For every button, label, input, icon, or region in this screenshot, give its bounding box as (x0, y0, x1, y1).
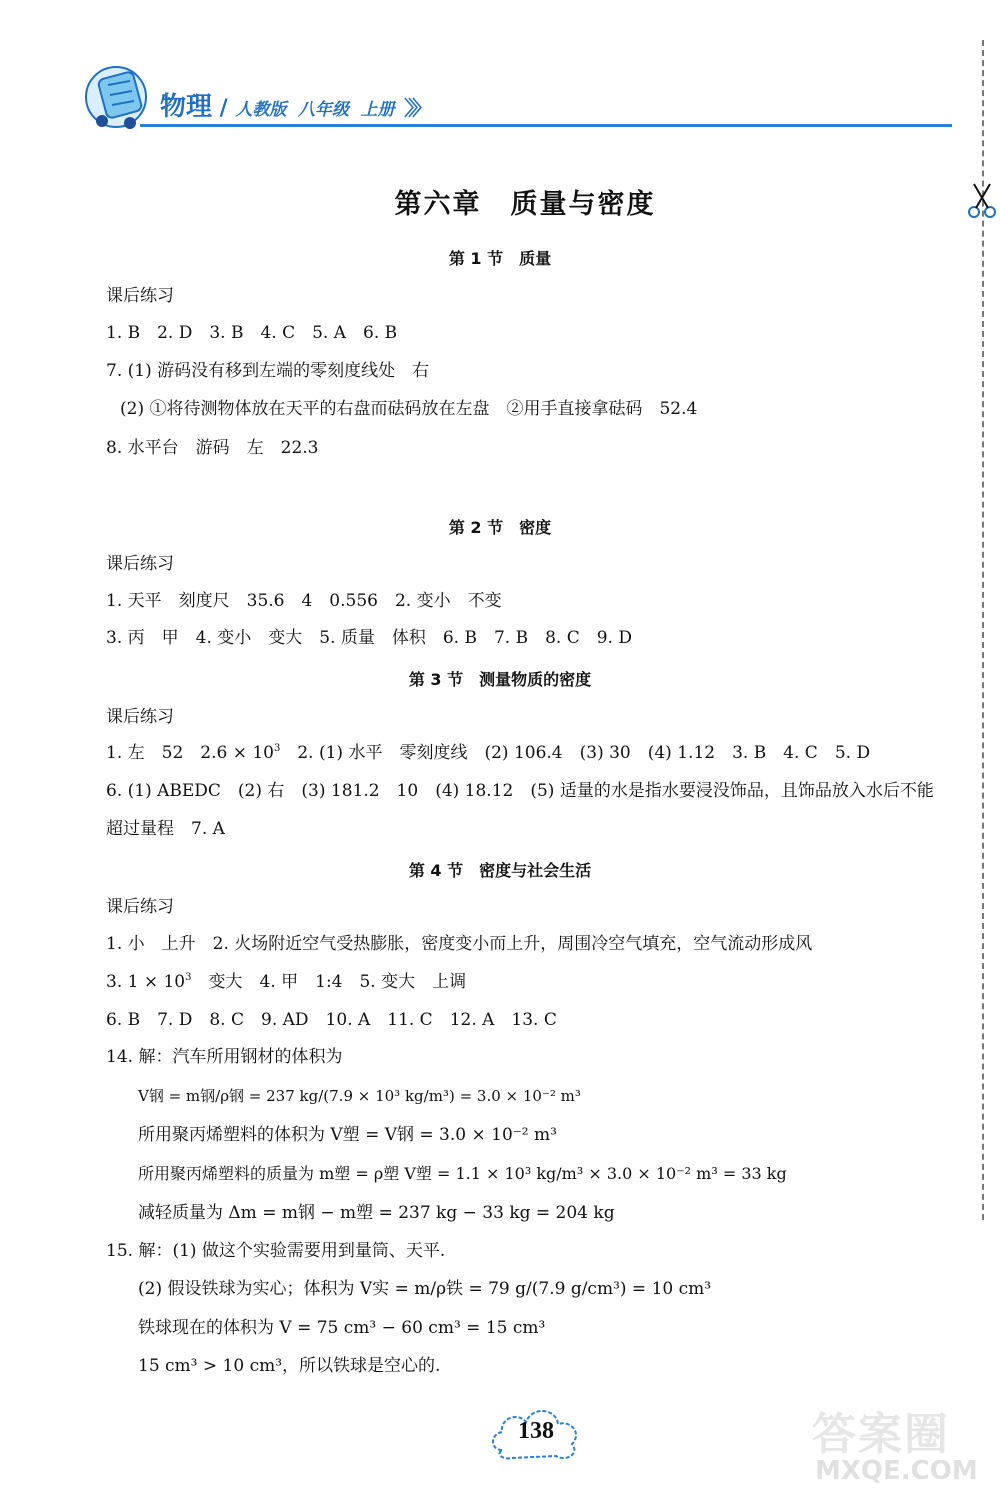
exercise-label: 课后练习 (106, 897, 174, 917)
s4-line-6: 所用聚丙烯塑料的体积为 V塑 = V钢 = 3.0 × 10⁻² m³ (138, 1125, 557, 1145)
header-volume: 上册 (360, 100, 395, 120)
s4-line-4: 14. 解：汽车所用钢材的体积为 (106, 1047, 343, 1067)
s4-line-3: 6. B 7. D 8. C 9. AD 10. A 11. C 12. A 13. C (106, 1010, 557, 1030)
section-title-1: 第 1 节 质量 (448, 249, 552, 268)
s4-line-12: 15 cm³ > 10 cm³，所以铁球是空心的. (138, 1356, 441, 1376)
s4-line-2-exp: 3 (185, 972, 192, 983)
s4-line-7: 所用聚丙烯塑料的质量为 m塑 = ρ塑 V塑 = 1.1 × 10³ kg/m³ × 3.0 × 10⁻² m³ = 33 kg (138, 1164, 787, 1183)
s3-line-3: 超过量程 7. A (106, 819, 225, 839)
section-title-2: 第 2 节 密度 (448, 518, 552, 537)
s3-line-1a: 1. 左 52 2.6 × 10 (106, 743, 274, 763)
s2-line-1: 1. 天平 刻度尺 35.6 4 0.556 2. 变小 不变 (106, 591, 502, 611)
s4-line-11: 铁球现在的体积为 V = 75 cm³ − 60 cm³ = 15 cm³ (138, 1318, 546, 1338)
s4-line-2b: 变大 4. 甲 1:4 5. 变大 上调 (191, 972, 467, 992)
s3-line-1 (106, 742, 870, 764)
s4-line-2 (106, 971, 466, 993)
s1-line-3: (2) ①将待测物体放在天平的右盘而砝码放在左盘 ②用手直接拿砝码 52.4 (120, 399, 698, 419)
section-title-4: 第 4 节 密度与社会生活 (408, 861, 592, 880)
s1-line-2: 7. (1) 游码没有移到左端的零刻度线处 右 (106, 361, 430, 381)
watermark-logo: 答案圈 (812, 1409, 950, 1460)
s1-line-4: 8. 水平台 游码 左 22.3 (106, 438, 319, 458)
chapter-title: 第六章 质量与密度 (394, 189, 656, 220)
s3-line-1-exp: 3 (273, 743, 281, 754)
exercise-label: 课后练习 (106, 707, 174, 727)
page-number: 138 (518, 1418, 554, 1444)
section-title-3: 第 3 节 测量物质的密度 (408, 670, 592, 689)
header-title: 物理 / 人教版 八年级 上册 〉〉〉 (160, 92, 427, 122)
s4-line-8: 减轻质量为 Δm = m钢 − m塑 = 237 kg − 33 kg = 204 kg (138, 1203, 615, 1223)
mascot-icon (80, 55, 160, 135)
header-edition: 人教版 (235, 100, 287, 120)
s4-line-5: V钢 = m钢/ρ钢 = 237 kg/(7.9 × 10³ kg/m³) = 3.0 × 10⁻² m³ (138, 1087, 581, 1105)
exercise-label: 课后练习 (106, 286, 174, 306)
header-rule (140, 124, 952, 127)
exercise-label: 课后练习 (106, 554, 174, 574)
header-grade: 八年级 (297, 100, 349, 120)
s4-line-9: 15. 解：(1) 做这个实验需要用到量筒、天平. (106, 1241, 446, 1261)
s4-line-10: (2) 假设铁球为实心；体积为 V实 = m/ρ铁 = 79 g/(7.9 g/cm³) = 10 cm³ (138, 1279, 712, 1299)
s4-line-1: 1. 小 上升 2. 火场附近空气受热膨胀，密度变小而上升，周围冷空气填充，空气流动形成风 (106, 934, 813, 954)
s2-line-2: 3. 丙 甲 4. 变小 变大 5. 质量 体积 6. B 7. B 8. C 9. D (106, 628, 632, 648)
s1-line-1: 1. B 2. D 3. B 4. C 5. A 6. B (106, 323, 398, 343)
s4-line-2a: 3. 1 × 10 (106, 972, 186, 992)
s3-line-1b: 2. (1) 水平 零刻度线 (2) 106.4 (3) 30 (4) 1.12 3. B 4. C 5. D (280, 743, 871, 763)
header-arrows: 〉〉〉 (404, 96, 427, 120)
watermark-url: MXQE.COM (815, 1456, 978, 1486)
s3-line-2: 6. (1) ABEDC (2) 右 (3) 181.2 10 (4) 18.12 (5) 适量的水是指水要浸没饰品，且饰品放入水后不能 (106, 781, 934, 801)
header-subject: 物理 (160, 92, 213, 122)
